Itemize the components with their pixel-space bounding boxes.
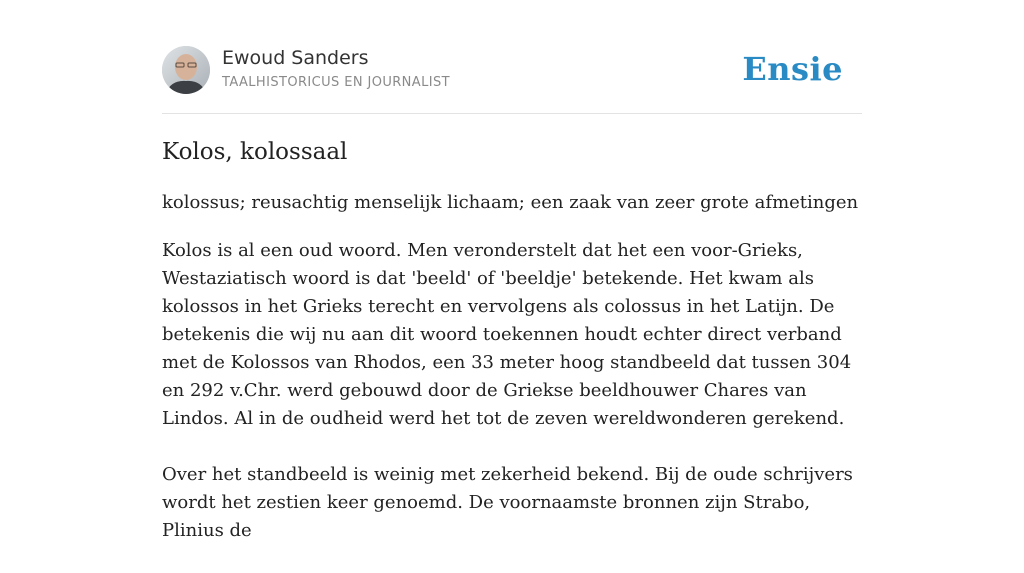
author-role: TAALHISTORICUS EN JOURNALIST	[222, 75, 450, 90]
ensie-logo[interactable]: Ensie	[742, 50, 843, 88]
article-paragraph: Kolos is al een oud woord. Men veronderstelt dat het een voor-Grieks, Westaziatisch woord is dat 'beeld' of 'beeldje' betekende. Het kwam als kolossos in het Grieks terecht en vervolgens als colossus in het Latijn. De betekenis die wij nu aan dit woord toekennen houdt echter direct verband met de Kolossos van Rhodos, een 33 meter hoog standbeeld dat tussen 304 en 292 v.Chr. werd gebouwd door de Griekse beeldhouwer Chares van Lindos. Al in de oudheid werd het tot de zeven wereldwonderen gerekend.	[162, 240, 852, 429]
author-avatar[interactable]	[162, 46, 210, 94]
author-header	[162, 46, 862, 96]
author-name[interactable]: Ewoud Sanders	[222, 47, 369, 69]
header-divider	[162, 113, 862, 114]
article-body	[162, 237, 867, 573]
article-title: Kolos, kolossaal	[162, 139, 348, 165]
avatar-image	[162, 46, 210, 94]
article-definition: kolossus; reusachtig menselijk lichaam; een zaak van zeer grote afmetingen	[162, 192, 859, 213]
article-paragraph: Over het standbeeld is weinig met zekerheid bekend. Bij de oude schrijvers wordt het zestien keer genoemd. De voornaamste bronnen zijn Strabo, Plinius de	[162, 464, 853, 541]
